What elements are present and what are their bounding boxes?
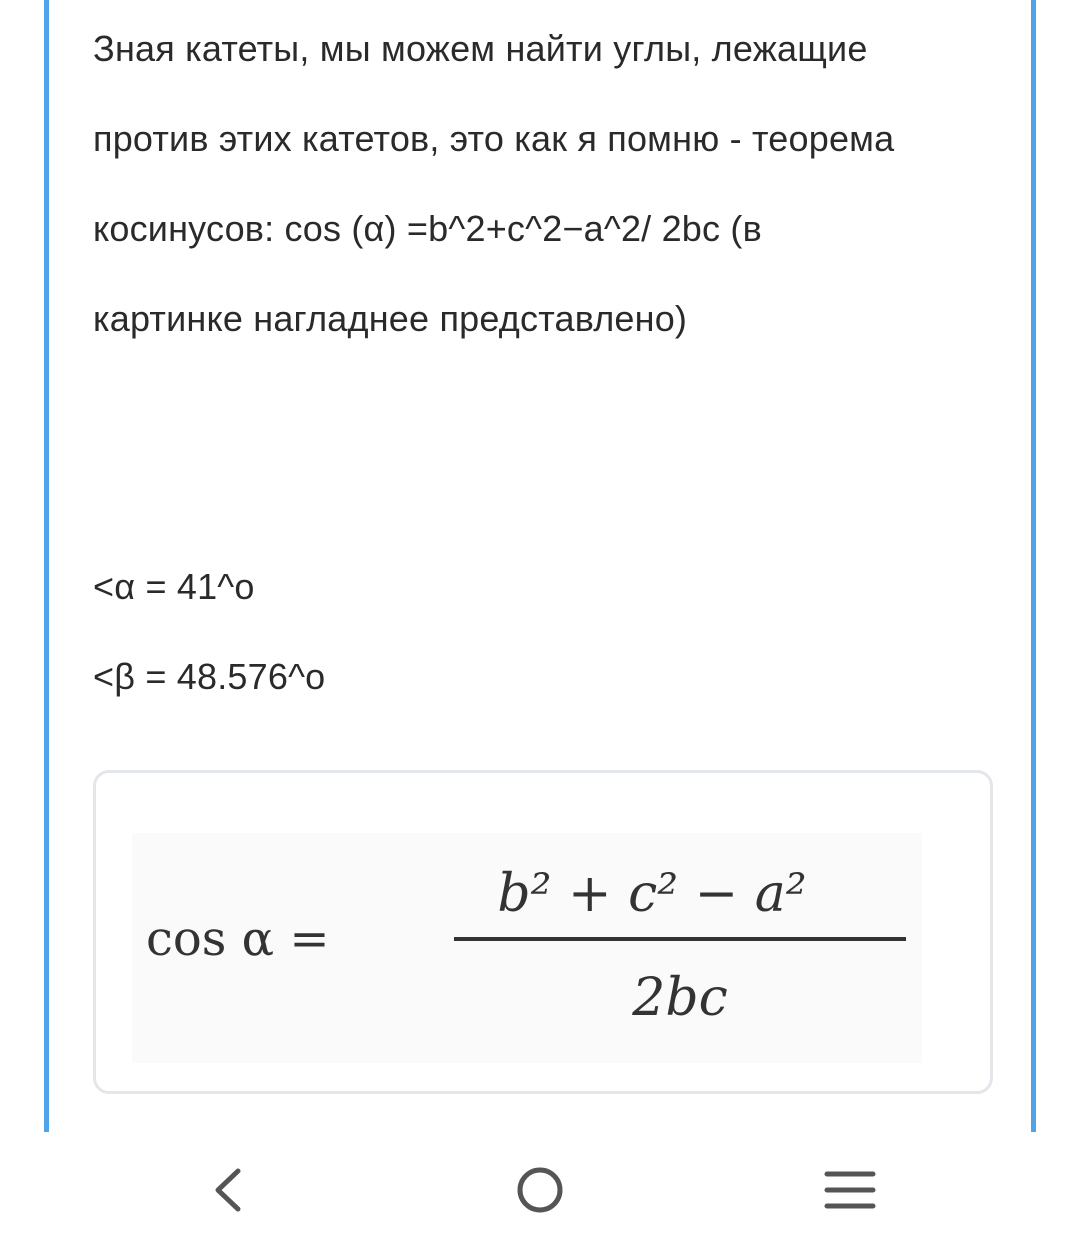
answer-text-line-4: картинке нагладнее представлено) <box>93 298 688 339</box>
home-circle-icon <box>515 1165 565 1215</box>
navigation-bar <box>0 1132 1080 1234</box>
answer-card <box>44 0 1036 1132</box>
cosine-formula-image <box>132 833 922 1063</box>
answer-text-line-3: косинусов: cos (α) =b^2+c^2−a^2/ 2bc (в <box>93 208 762 249</box>
formula-denominator: 2bc <box>632 968 728 1028</box>
formula-attachment[interactable] <box>93 770 993 1094</box>
angle-alpha-value: <α = 41^o <box>93 566 255 607</box>
answer-text-line-2: против этих катетов, это как я помню - теорема <box>93 118 895 159</box>
answer-text-line-1: Зная катеты, мы можем найти углы, лежащие <box>93 28 868 69</box>
menu-button[interactable] <box>810 1160 890 1220</box>
angle-beta-value: <β = 48.576^o <box>93 656 326 697</box>
formula-lhs: cos α = <box>146 911 330 967</box>
formula-numerator: b² + c² − a² <box>497 864 807 924</box>
home-button[interactable] <box>500 1160 580 1220</box>
back-button[interactable] <box>188 1160 268 1220</box>
menu-lines-icon <box>824 1168 876 1212</box>
back-chevron-icon <box>208 1165 248 1215</box>
